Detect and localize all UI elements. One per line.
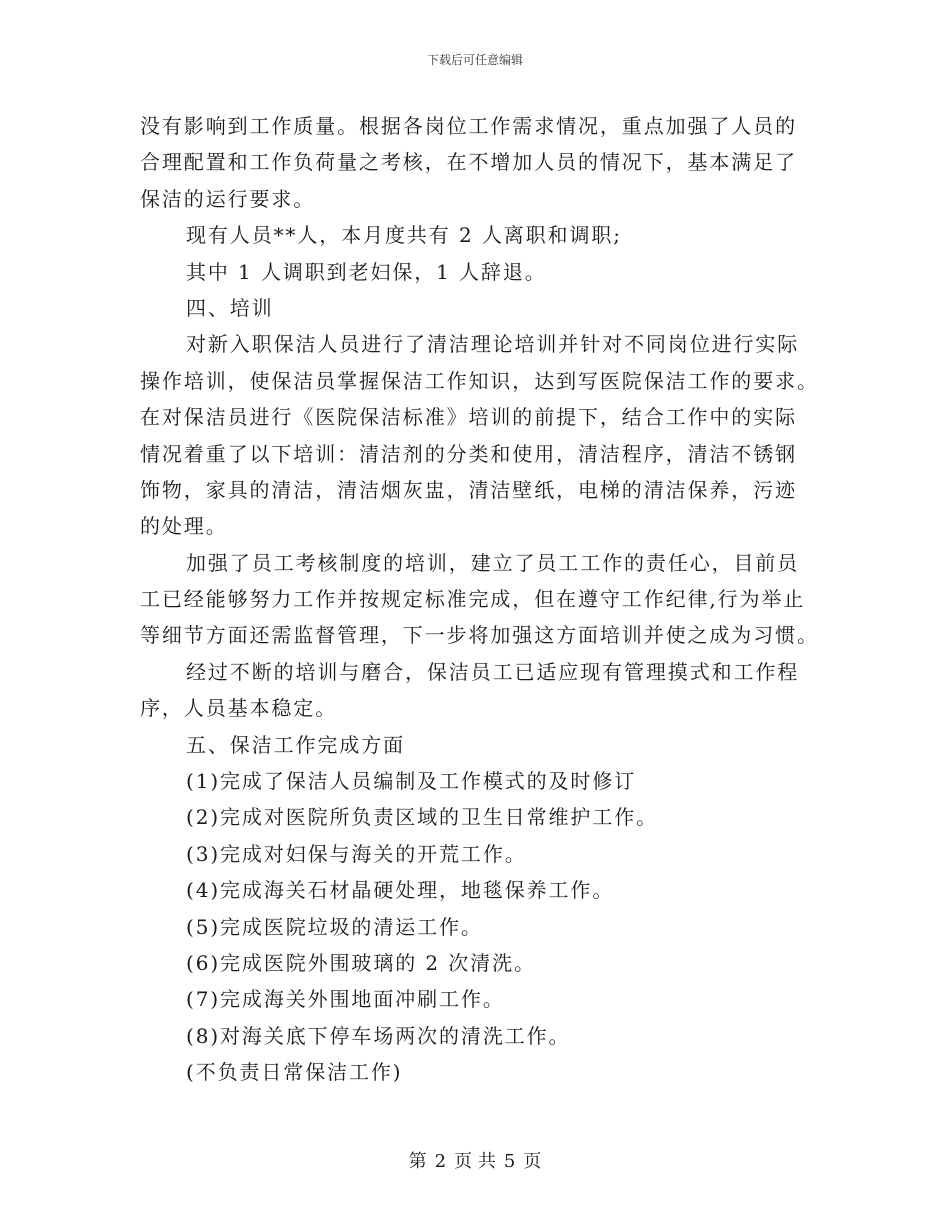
document-body <box>140 108 819 1091</box>
list-item: (6)完成医院外围玻璃的 2 次清洗。 <box>186 950 536 975</box>
list-item: (8)对海关底下停车场两次的清洗工作。 <box>186 1023 571 1048</box>
text-line: 对新入职保洁人员进行了清洁理论培训并针对不同岗位进行实际 <box>186 332 800 357</box>
page-header: 下载后可任意编辑 <box>426 53 523 67</box>
text-line: 在对保洁员进行《医院保洁标准》培训的前提下，结合工作中的实际 <box>140 405 797 430</box>
footer-page-number: 2 <box>434 1151 447 1172</box>
list-note: (不负责日常保洁工作) <box>186 1060 403 1085</box>
text-line: 合理配置和工作负荷量之考核，在不增加人员的情况下，基本满足了 <box>140 150 797 175</box>
text-line: 没有影响到工作质量。根据各岗位工作需求情况，重点加强了人员的 <box>140 114 797 138</box>
list-item: (3)完成对妇保与海关的开荒工作。 <box>186 841 527 866</box>
footer-middle: 页 共 <box>454 1151 496 1172</box>
list-item: (7)完成海关外围地面冲刷工作。 <box>186 987 505 1012</box>
list-item: (4)完成海关石材晶硬处理，地毯保养工作。 <box>186 878 615 903</box>
page-footer <box>0 1150 950 1174</box>
footer-suffix: 页 <box>523 1151 542 1172</box>
list-item: (5)完成医院垃圾的清运工作。 <box>186 914 483 939</box>
text-line: 经过不断的培训与磨合，保洁员工已适应现有管理摸式和工作程 <box>186 659 800 684</box>
text-line: 其中 1 人调职到老妇保，1 人辞退。 <box>186 259 547 284</box>
text-line: 现有人员**人，本月度共有 2 人离职和调职; <box>186 223 622 248</box>
text-line: 保洁的运行要求。 <box>140 186 316 211</box>
list-item: (1)完成了保洁人员编制及工作模式的及时修订 <box>186 769 637 794</box>
text-line: 加强了员工考核制度的培训，建立了员工工作的责任心，目前员 <box>186 550 800 575</box>
text-line: 工已经能够努力工作并按规定标准完成，但在遵守工作纪律,行为举止 <box>140 587 806 612</box>
footer-total-pages: 5 <box>503 1151 516 1172</box>
section-heading: 四、培训 <box>186 295 274 320</box>
text-line: 饰物，家具的清洁，清洁烟灰盅，清洁壁纸，电梯的清洁保养，污迹 <box>140 477 797 502</box>
text-line: 情况着重了以下培训：清洁剂的分类和使用，清洁程序，清洁不锈钢 <box>140 441 797 466</box>
section-heading: 五、保洁工作完成方面 <box>186 732 405 757</box>
text-line: 操作培训，使保洁员掌握保洁工作知识，达到写医院保洁工作的要求。 <box>140 368 819 393</box>
text-line: 序，人员基本稳定。 <box>140 696 338 721</box>
text-line: 等细节方面还需监督管理，下一步将加强这方面培训并使之成为习惯。 <box>140 623 819 648</box>
footer-prefix: 第 <box>408 1151 427 1172</box>
list-item: (2)完成对医院所负责区域的卫生日常维护工作。 <box>186 805 659 830</box>
text-line: 的处理。 <box>140 514 228 539</box>
